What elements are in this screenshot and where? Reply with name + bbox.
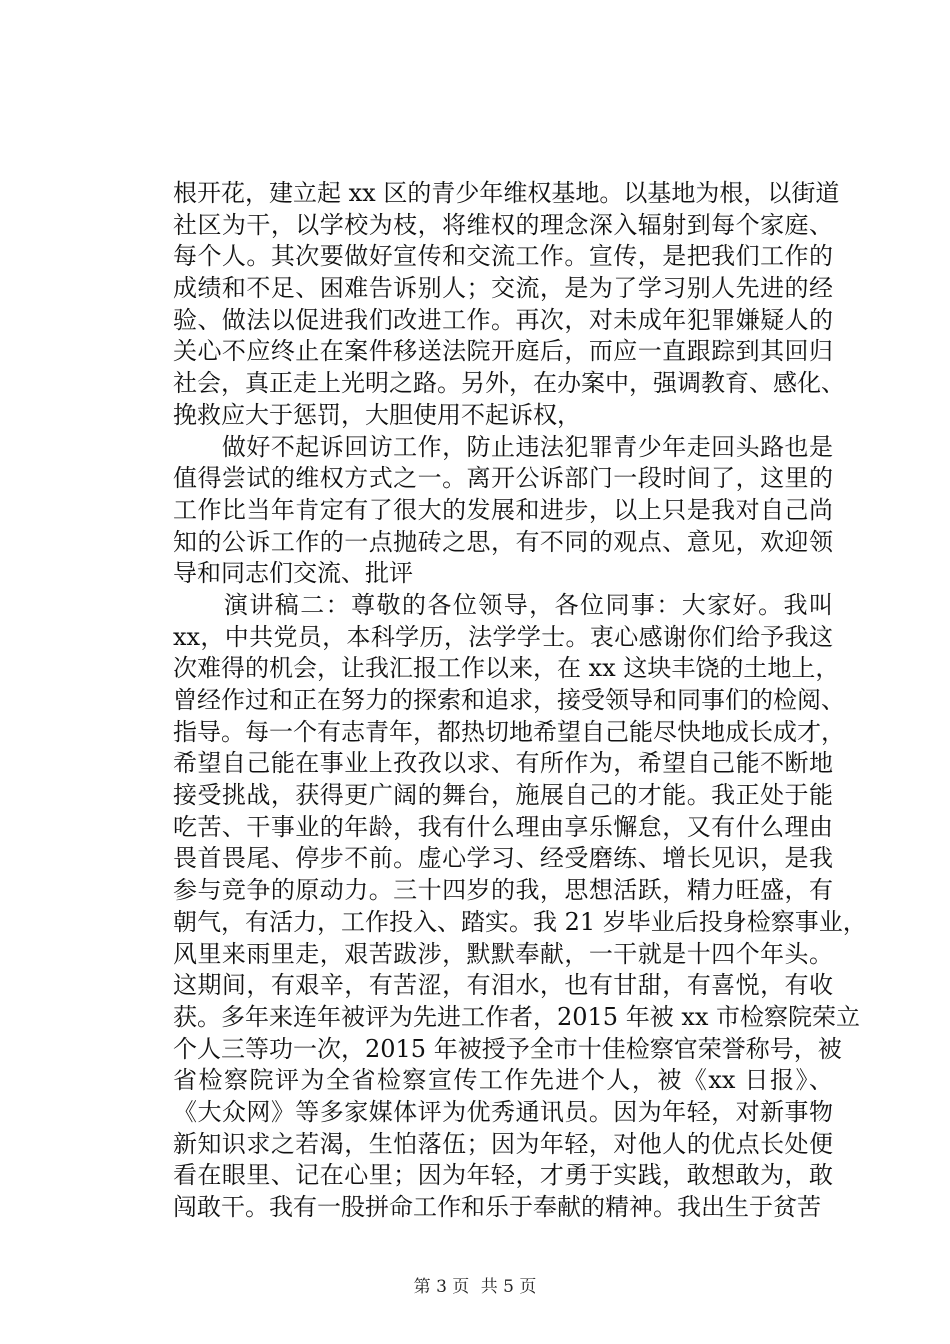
text-line: xx，中共党员，本科学历，法学学士。衷心感谢你们给予我这 [173,622,833,651]
text-line: 希望自己能在事业上孜孜以求、有所作为，希望自己能不断地 [173,749,833,778]
text-line: 根开花，建立起 xx 区的青少年维权基地。以基地为根，以街道 [173,179,840,207]
text-line: 省检察院评为全省检察宣传工作先进个人，被《xx 日报》、 [173,1066,833,1095]
page-footer [0,1276,950,1298]
text-line: 闯敢干。我有一股拼命工作和乐于奉献的精神。我出生于贫苦 [173,1193,821,1221]
text-line: 工作比当年肯定有了很大的发展和进步，以上只是我对自己尚 [173,495,833,524]
text-line: 曾经作过和正在努力的探索和追求，接受领导和同事们的检阅、 [173,686,845,714]
text-line: 获。多年来连年被评为先进工作者，2015 年被 xx 市检察院荣立 [173,1002,861,1031]
text-line: 社会，真正走上光明之路。另外，在办案中，强调教育、感化、 [173,369,845,398]
text-line: 导和同志们交流、批评 [173,559,413,588]
page-number: 第 3 页 [413,1277,470,1297]
text-line: 新知识求之若渴，生怕落伍；因为年轻，对他人的优点长处便 [173,1129,833,1158]
text-line: 畏首畏尾、停步不前。虚心学习、经受磨练、增长见识，是我 [173,844,833,873]
text-line: 社区为干，以学校为枝，将维权的理念深入辐射到每个家庭、 [173,210,833,239]
paragraph [173,590,867,1224]
text-line: 风里来雨里走，艰苦跋涉，默默奉献，一干就是十四个年头。 [173,939,833,968]
text-line: 《大众网》等多家媒体评为优秀通讯员。因为年轻，对新事物 [173,1097,833,1126]
text-line: 这期间，有艰辛，有苦涩，有泪水，也有甘甜，有喜悦，有收 [173,971,833,1000]
text-line: 演讲稿二：尊敬的各位领导，各位同事：大家好。我叫 [173,590,833,619]
text-line: 接受挑战，获得更广阔的舞台，施展自己的才能。我正处于能 [173,781,833,810]
text-line: 吃苦、干事业的年龄，我有什么理由享乐懈怠，又有什么理由 [173,812,833,841]
text-line: 做好不起诉回访工作，防止违法犯罪青少年走回头路也是 [173,432,833,461]
paragraph [173,178,845,432]
document-body [173,178,867,1224]
text-line: 每个人。其次要做好宣传和交流工作。宣传，是把我们工作的 [173,242,833,271]
text-line: 朝气，有活力，工作投入、踏实。我 21 岁毕业后投身检察事业， [173,907,867,936]
text-line: 指导。每一个有志青年，都热切地希望自己能尽快地成长成才， [173,717,845,746]
text-line: 验、做法以促进我们改进工作。再次，对未成年犯罪嫌疑人的 [173,305,833,334]
text-line: 参与竞争的原动力。三十四岁的我，思想活跃，精力旺盛，有 [173,876,833,905]
paragraph [173,432,833,590]
text-line: 挽救应大于惩罚，大胆使用不起诉权， [173,400,581,429]
text-line: 值得尝试的维权方式之一。离开公诉部门一段时间了，这里的 [173,464,833,493]
text-line: 次难得的机会，让我汇报工作以来，在 xx 这块丰饶的土地上， [173,654,840,683]
text-line: 知的公诉工作的一点抛砖之思，有不同的观点、意见，欢迎领 [173,527,833,556]
text-line: 关心不应终止在案件移送法院开庭后，而应一直跟踪到其回归 [173,337,833,366]
text-line: 个人三等功一次，2015 年被授予全市十佳检察官荣誉称号，被 [173,1034,842,1063]
text-line: 看在眼里、记在心里；因为年轻，才勇于实践，敢想敢为，敢 [173,1161,833,1190]
text-line: 成绩和不足、困难告诉别人；交流，是为了学习别人先进的经 [173,274,833,303]
page-total: 共 5 页 [480,1277,537,1297]
